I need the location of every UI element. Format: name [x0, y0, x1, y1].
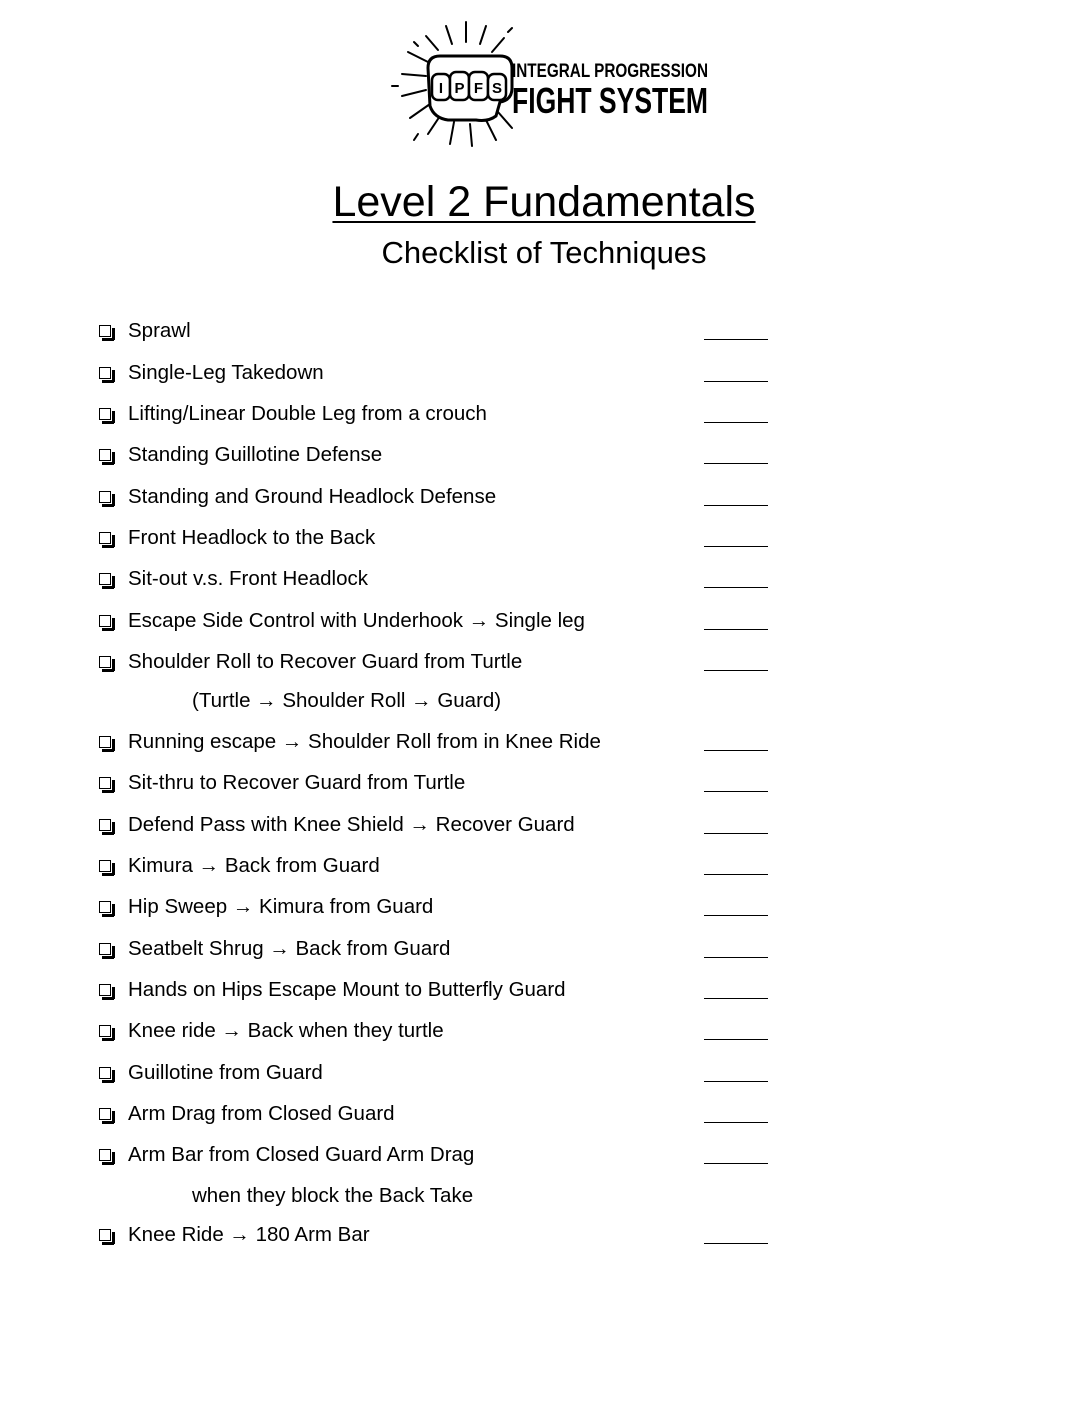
signoff-blank-line[interactable]	[704, 850, 768, 875]
signoff-blank-line[interactable]	[704, 563, 768, 588]
checklist-item-label: Standing and Ground Headlock Defense	[128, 485, 497, 508]
checkbox-icon[interactable]	[99, 736, 111, 748]
signoff-blank-line[interactable]	[704, 767, 768, 792]
signoff-blank-line[interactable]	[704, 1098, 768, 1123]
signoff-blank-line[interactable]	[704, 974, 768, 999]
checkbox-icon[interactable]	[99, 984, 111, 996]
checklist-item-note: (Turtle → Shoulder Roll → Guard)	[192, 689, 502, 712]
checklist-item-label: Shoulder Roll to Recover Guard from Turtle	[128, 650, 523, 673]
checklist-item-label: Hands on Hips Escape Mount to Butterfly Guard	[128, 978, 566, 1001]
checkbox-icon[interactable]	[99, 408, 111, 420]
checkbox-icon[interactable]	[99, 1149, 111, 1161]
checkbox-icon[interactable]	[99, 573, 111, 585]
logo-initial: P	[454, 80, 465, 97]
checklist-item-label: Lifting/Linear Double Leg from a crouch	[128, 402, 487, 425]
checkbox-icon[interactable]	[99, 1229, 111, 1241]
checklist-item	[0, 398, 1088, 430]
checkbox-icon[interactable]	[99, 656, 111, 668]
checklist-item	[0, 357, 1088, 389]
checklist-item	[0, 315, 1088, 347]
checklist-item	[0, 974, 1088, 1006]
logo-text-line2: FIGHT SYSTEM	[512, 80, 708, 121]
checklist-item	[0, 481, 1088, 513]
checklist-item	[0, 1098, 1088, 1130]
checklist-item	[0, 563, 1088, 595]
signoff-blank-line[interactable]	[704, 481, 768, 506]
checklist-item-label: Running escape → Shoulder Roll from in Knee Ride	[128, 730, 601, 753]
checkbox-icon[interactable]	[99, 860, 111, 872]
checklist-item	[0, 1057, 1088, 1089]
signoff-blank-line[interactable]	[704, 646, 768, 671]
checkbox-icon[interactable]	[99, 1025, 111, 1037]
checklist-item	[0, 809, 1088, 841]
signoff-blank-line[interactable]	[704, 1219, 768, 1244]
checklist-item-label: Front Headlock to the Back	[128, 526, 376, 549]
checklist-item-label: Sit-thru to Recover Guard from Turtle	[128, 771, 466, 794]
checklist-item	[0, 605, 1088, 637]
page-subtitle: Checklist of Techniques	[381, 235, 707, 270]
checklist-item-label: Sit-out v.s. Front Headlock	[128, 567, 369, 590]
checklist-item	[0, 1015, 1088, 1047]
checkbox-icon[interactable]	[99, 532, 111, 544]
checkbox-icon[interactable]	[99, 1108, 111, 1120]
checklist-item-label: Knee Ride → 180 Arm Bar	[128, 1223, 370, 1246]
logo-initial: I	[438, 80, 444, 97]
checkbox-icon[interactable]	[99, 325, 111, 337]
checklist-item-label: Sprawl	[128, 319, 191, 342]
signoff-blank-line[interactable]	[704, 605, 768, 630]
ipfs-logo	[388, 16, 718, 156]
page-title: Level 2 Fundamentals	[332, 178, 756, 226]
signoff-blank-line[interactable]	[704, 1139, 768, 1164]
signoff-blank-line[interactable]	[704, 726, 768, 751]
checklist-item-label: Arm Drag from Closed Guard	[128, 1102, 395, 1125]
signoff-blank-line[interactable]	[704, 891, 768, 916]
checklist-item	[0, 726, 1088, 758]
signoff-blank-line[interactable]	[704, 398, 768, 423]
checklist-item-label: Escape Side Control with Underhook → Single leg	[128, 609, 585, 632]
checklist-item-label: Defend Pass with Knee Shield → Recover Guard	[128, 813, 575, 836]
checkbox-icon[interactable]	[99, 615, 111, 627]
checklist-item-label: Standing Guillotine Defense	[128, 443, 383, 466]
checkbox-icon[interactable]	[99, 777, 111, 789]
checklist-item-label: Knee ride → Back when they turtle	[128, 1019, 444, 1042]
checkbox-icon[interactable]	[99, 901, 111, 913]
checklist-item-label: Hip Sweep → Kimura from Guard	[128, 895, 434, 918]
checklist-item	[0, 891, 1088, 923]
checklist-item-note: when they block the Back Take	[192, 1184, 474, 1207]
signoff-blank-line[interactable]	[704, 357, 768, 382]
signoff-blank-line[interactable]	[704, 809, 768, 834]
checklist-item	[0, 646, 1088, 678]
checklist-item	[0, 1219, 1088, 1251]
signoff-blank-line[interactable]	[704, 1015, 768, 1040]
signoff-blank-line[interactable]	[704, 439, 768, 464]
logo-text-line1: INTEGRAL PROGRESSION	[512, 61, 708, 82]
checkbox-icon[interactable]	[99, 819, 111, 831]
checkbox-icon[interactable]	[99, 367, 111, 379]
checklist-item	[0, 933, 1088, 965]
checklist-item	[0, 522, 1088, 554]
logo-initial: S	[491, 80, 503, 97]
checklist-item-label: Single-Leg Takedown	[128, 361, 324, 384]
signoff-blank-line[interactable]	[704, 522, 768, 547]
checkbox-icon[interactable]	[99, 449, 111, 461]
signoff-blank-line[interactable]	[704, 1057, 768, 1082]
checklist-item	[0, 1139, 1088, 1171]
checklist-item	[0, 439, 1088, 471]
checklist-item-label: Arm Bar from Closed Guard Arm Drag	[128, 1143, 475, 1166]
logo-initial: F	[473, 80, 484, 97]
checklist-item-label: Kimura → Back from Guard	[128, 854, 380, 877]
checklist-item-label: Seatbelt Shrug → Back from Guard	[128, 937, 451, 960]
checkbox-icon[interactable]	[99, 491, 111, 503]
checkbox-icon[interactable]	[99, 943, 111, 955]
signoff-blank-line[interactable]	[704, 315, 768, 340]
checkbox-icon[interactable]	[99, 1067, 111, 1079]
checklist-item-label: Guillotine from Guard	[128, 1061, 323, 1084]
checklist-item	[0, 850, 1088, 882]
checklist-item	[0, 767, 1088, 799]
signoff-blank-line[interactable]	[704, 933, 768, 958]
